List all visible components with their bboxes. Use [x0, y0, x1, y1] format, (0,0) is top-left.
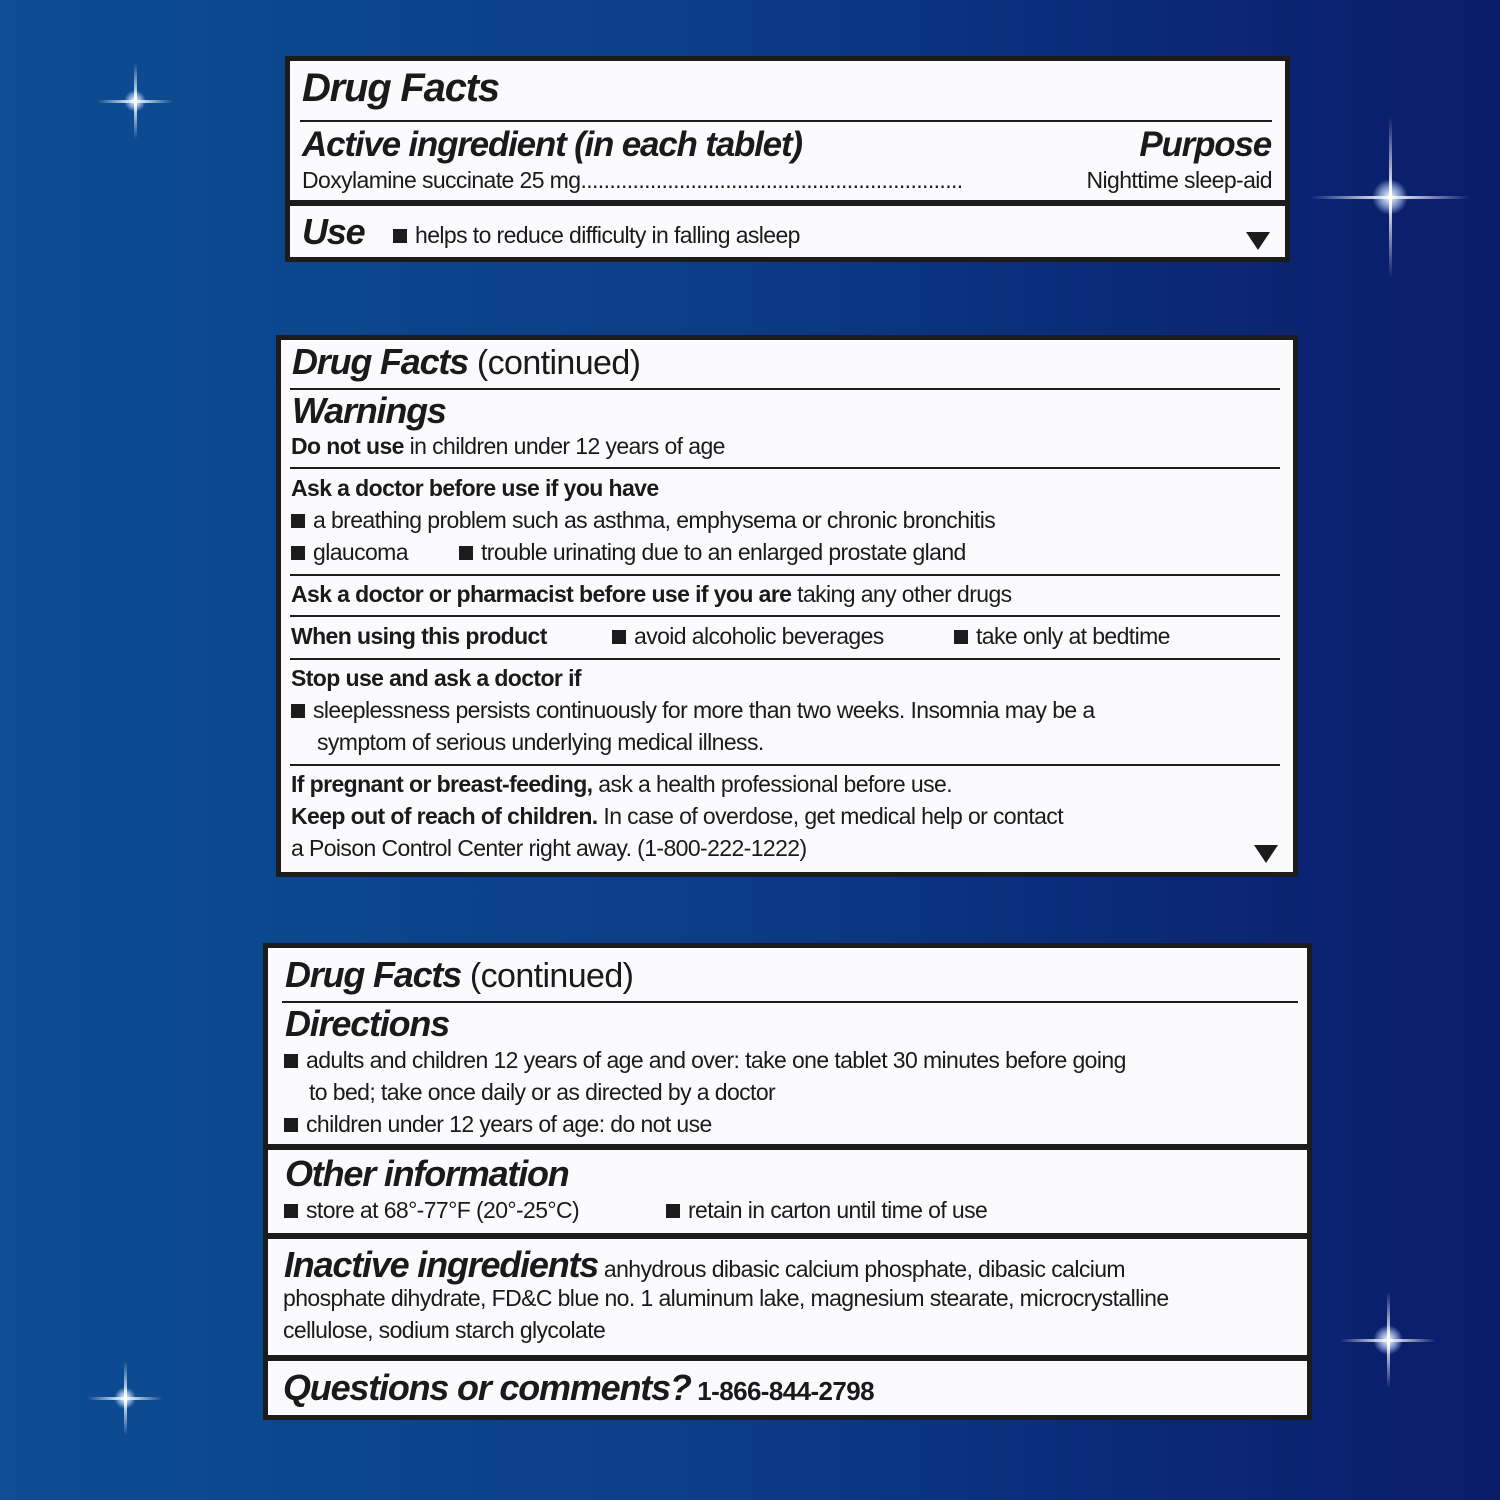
divider — [290, 574, 1280, 576]
ask-pharmacist: Ask a doctor or pharmacist before use if you are taking any other drugs — [291, 581, 1012, 607]
directions-item-continued: to bed; take once daily or as directed by a doctor — [309, 1079, 776, 1105]
questions-phone: 1-866-844-2798 — [690, 1376, 874, 1406]
bullet-icon — [291, 546, 305, 560]
other-information-heading: Other information — [285, 1153, 569, 1194]
inactive-ingredients: Inactive ingredients anhydrous dibasic calcium phosphate, dibasic calcium — [284, 1244, 1125, 1285]
use-item: helps to reduce difficulty in falling asleep — [393, 221, 800, 249]
pregnant-warning: If pregnant or breast-feeding, ask a health professional before use. — [291, 771, 952, 797]
divider — [290, 467, 1280, 469]
stop-use-heading: Stop use and ask a doctor if — [291, 665, 581, 691]
section-divider — [263, 1144, 1312, 1150]
do-not-use: Do not use in children under 12 years of age — [291, 433, 725, 459]
directions-heading: Directions — [285, 1003, 450, 1044]
panel-title: Drug Facts (continued) — [292, 341, 641, 382]
panel-title: Drug Facts (continued) — [285, 954, 634, 995]
ask-doctor-item: a breathing problem such as asthma, emphysema or chronic bronchitis — [291, 506, 995, 534]
bullet-icon — [291, 704, 305, 718]
keep-out-warning: Keep out of reach of children. In case of overdose, get medical help or contact — [291, 803, 1063, 829]
bullet-icon — [284, 1054, 298, 1068]
inactive-ingredients-line: cellulose, sodium starch glycolate — [283, 1317, 606, 1343]
ask-doctor-item: trouble urinating due to an enlarged prostate gland — [459, 538, 966, 566]
divider — [290, 764, 1280, 766]
bullet-icon — [612, 630, 626, 644]
when-using-item: take only at bedtime — [954, 622, 1170, 650]
poison-control: a Poison Control Center right away. (1-800-222-1222) — [291, 835, 807, 861]
when-using-item: avoid alcoholic beverages — [612, 622, 884, 650]
section-divider — [263, 1233, 1312, 1239]
section-divider — [263, 1355, 1312, 1361]
bullet-icon — [954, 630, 968, 644]
bullet-icon — [284, 1118, 298, 1132]
bullet-icon — [459, 546, 473, 560]
bullet-icon — [666, 1204, 680, 1218]
when-using-heading: When using this product — [291, 623, 547, 649]
questions-comments: Questions or comments? 1-866-844-2798 — [283, 1367, 874, 1408]
other-item: retain in carton until time of use — [666, 1196, 987, 1224]
panel-title: Drug Facts — [302, 66, 499, 110]
warnings-heading: Warnings — [292, 390, 446, 431]
leader-dots: .................................................................. — [580, 167, 963, 193]
section-divider — [285, 200, 1290, 206]
divider — [290, 658, 1280, 660]
bullet-icon — [291, 514, 305, 528]
down-triangle-icon — [1254, 845, 1278, 863]
inactive-ingredients-line: phosphate dihydrate, FD&C blue no. 1 aluminum lake, magnesium stearate, microcrystalline — [283, 1285, 1169, 1311]
divider — [300, 120, 1272, 122]
directions-item: children under 12 years of age: do not use — [284, 1110, 712, 1138]
stop-use-item-continued: symptom of serious underlying medical illness. — [317, 729, 764, 755]
ask-doctor-heading: Ask a doctor before use if you have — [291, 475, 659, 501]
other-item: store at 68°-77°F (20°-25°C) — [284, 1196, 579, 1224]
bullet-icon — [393, 229, 407, 243]
directions-item: adults and children 12 years of age and over: take one tablet 30 minutes before going — [284, 1046, 1126, 1074]
active-ingredient-heading: Active ingredient (in each tablet) — [302, 125, 802, 164]
purpose-heading: Purpose — [1139, 125, 1271, 164]
ingredient-name: Doxylamine succinate 25 mg — [302, 167, 581, 193]
ask-doctor-item: glaucoma — [291, 538, 408, 566]
ingredient-purpose: Nighttime sleep-aid — [1086, 167, 1272, 193]
ingredient-row — [302, 166, 1272, 194]
bullet-icon — [284, 1204, 298, 1218]
stop-use-item: sleeplessness persists continuously for more than two weeks. Insomnia may be a — [291, 696, 1095, 724]
down-triangle-icon — [1246, 232, 1270, 250]
divider — [290, 615, 1280, 617]
use-heading: Use — [302, 211, 365, 252]
